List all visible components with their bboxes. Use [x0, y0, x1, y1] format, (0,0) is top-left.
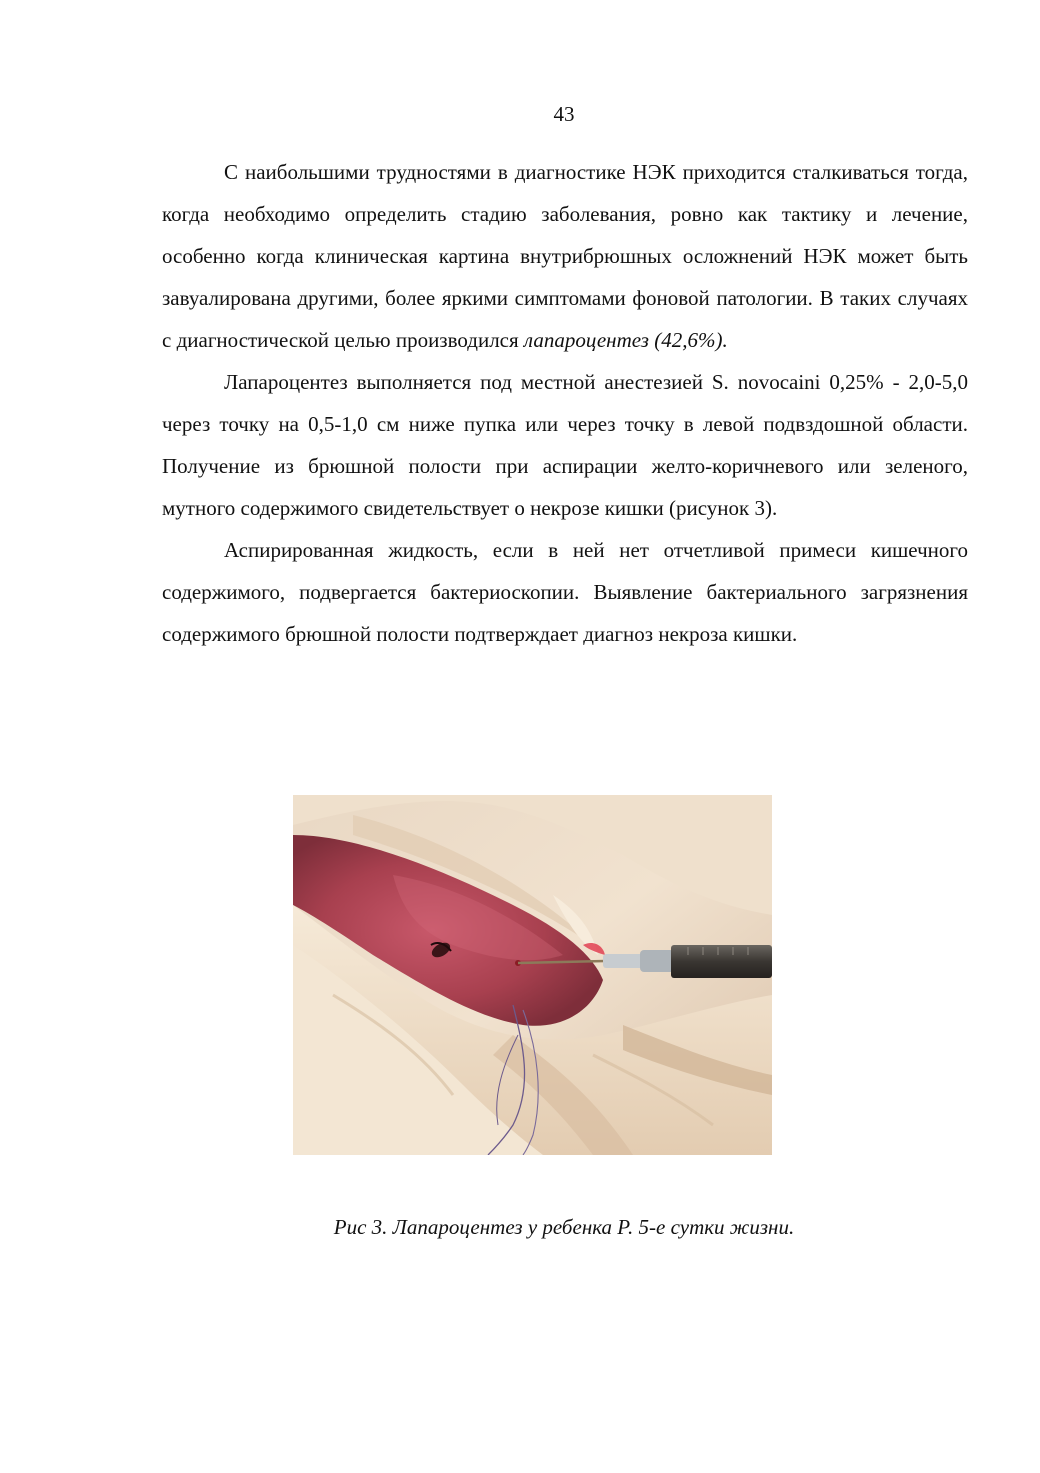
paragraph-text: Лапароцентез выполняется под местной анестезией S. novocaini 0,25% - 2,0-5,0 через точку на 0,5-1,0 см ниже пупка или через точку в левой подвздошной области. Получение из брюшной полости при аспирации желто-коричневого или зеленого, мутного содержимого свидетельствует о некрозе кишки (рисунок 3). [162, 370, 968, 520]
page-number: 43 [553, 102, 575, 126]
document-body [162, 151, 968, 655]
figure-photo [293, 795, 772, 1155]
paragraph-laparocentesis [162, 361, 968, 529]
paragraph-emphasis: лапароцентез (42,6%). [523, 328, 728, 352]
laparocentesis-photo [293, 795, 772, 1155]
paragraph-diagnostics [162, 151, 968, 361]
figure-caption: Рис 3. Лапароцентез у ребенка Р. 5-е сутки жизни. [333, 1215, 795, 1239]
paragraph-text: С наибольшими трудностями в диагностике НЭК приходится сталкиваться тогда, когда необходимо определить стадию заболевания, ровно как тактику и лечение, особенно когда клиническая картина внутрибрюшных осложнений НЭК может быть завуалирована другими, более яркими симптомами фоновой патологии. В таких случаях с диагностической целью производился [162, 160, 968, 352]
paragraph-aspirated-fluid [162, 529, 968, 655]
paragraph-text: Аспирированная жидкость, если в ней нет отчетливой примеси кишечного содержимого, подвергается бактериоскопии. Выявление бактериального загрязнения содержимого брюшной полости подтверждает диагноз некроза кишки. [162, 538, 968, 646]
